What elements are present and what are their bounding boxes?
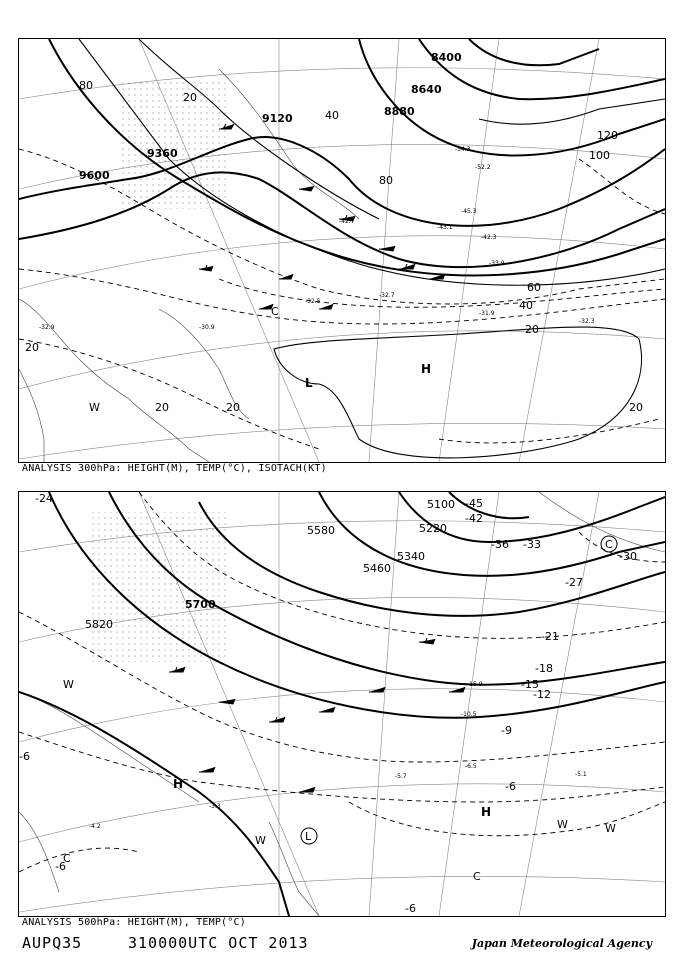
dewpoint-label-4: -4.2: [89, 823, 101, 830]
temp-label-36: -36: [491, 538, 509, 551]
height-label-8400: 8400: [431, 51, 462, 64]
height-label-8880: 8880: [384, 105, 415, 118]
map-300hpa: [19, 39, 665, 462]
height-label-5700: 5700: [185, 598, 216, 611]
temp-label-15: -15: [521, 678, 539, 691]
temp-label-1: -54.3: [455, 146, 471, 153]
height-label-9360: 9360: [147, 147, 178, 160]
temp-label-30: -30: [619, 550, 637, 563]
isotach-label-20b: 20: [525, 323, 539, 336]
terrain-hatching: [119, 79, 229, 209]
temp-label-45: -45: [465, 497, 483, 510]
temp-label-21: -21: [541, 630, 559, 643]
warm-center-3: W: [557, 818, 568, 831]
temp-label-4: -43.1: [437, 224, 453, 231]
low-pressure-center: L: [305, 830, 312, 843]
isotach-label-80b: 80: [79, 79, 93, 92]
height-label-8640: 8640: [411, 83, 442, 96]
dewpoint-label-3: -5.1: [575, 771, 587, 778]
high-pressure-center: H: [173, 777, 184, 791]
temp-label-6: -6: [505, 780, 516, 793]
isotach-label-20: 20: [183, 91, 197, 104]
warm-center: W: [63, 678, 74, 691]
temp-label-11: -32.9: [39, 324, 55, 331]
panel-500hpa-map: [18, 491, 666, 917]
temp-label-12: -12: [533, 688, 551, 701]
height-label-5220: 5220: [419, 522, 447, 535]
temp-label-18: -18: [535, 662, 553, 675]
height-label-5100: 5100: [427, 498, 455, 511]
dewpoint-label-2: -6.5: [465, 763, 477, 770]
temp-label-6c: -6: [55, 860, 66, 873]
isotach-label-40: 40: [325, 109, 339, 122]
cold-center-ne: C: [605, 538, 613, 551]
terrain-hatching: [89, 512, 229, 662]
isotach-label-40b: 40: [519, 299, 533, 312]
warm-center-4: W: [605, 822, 616, 835]
agency-name: Japan Meteorological Agency: [471, 937, 652, 950]
temp-label-8: -32.7: [379, 292, 395, 299]
temp-label-24: -24: [35, 492, 53, 505]
cold-center: C: [271, 305, 279, 318]
height-label-5460: 5460: [363, 562, 391, 575]
isotach-label-100: 100: [589, 149, 610, 162]
dewpoint-label-5: -3.3: [209, 803, 221, 810]
bulletin-id: AUPQ35: [22, 934, 83, 952]
isotach-label-20c: 20: [226, 401, 240, 414]
height-label-9600: 9600: [79, 169, 110, 182]
isotach-label-80: 80: [379, 174, 393, 187]
warm-center: W: [89, 401, 100, 414]
temp-label-3: -45.3: [461, 208, 477, 215]
dewpoint-label-6: -10.5: [461, 711, 477, 718]
temp-label-6d: -6: [405, 902, 416, 915]
caption-500hpa: ANALYSIS 500hPa: HEIGHT(M), TEMP(°C): [22, 917, 246, 928]
caption-300hpa: ANALYSIS 300hPa: HEIGHT(M), TEMP(°C), ISOTACH(KT): [22, 463, 327, 474]
temp-label-42: -42: [465, 512, 483, 525]
dewpoint-label-1: -5.7: [395, 773, 407, 780]
cold-center-2: C: [473, 870, 481, 883]
warm-center-2: W: [255, 834, 266, 847]
isotach-label-60: 60: [527, 281, 541, 294]
temp-label-33: -33: [523, 538, 541, 551]
low-pressure-center: L: [305, 376, 313, 390]
isotach-label-20e: 20: [155, 401, 169, 414]
temp-label-6: -42.3: [481, 234, 497, 241]
temp-label-9: -9: [501, 724, 512, 737]
temp-label-12: -30.9: [199, 324, 215, 331]
map-500hpa: [19, 492, 665, 916]
temp-label-7: -33.9: [489, 260, 505, 267]
temp-label-13: -32.5: [305, 298, 321, 305]
temp-label-27: -27: [565, 576, 583, 589]
high-pressure-center: H: [421, 362, 432, 376]
temp-label-9: -31.9: [479, 310, 495, 317]
isotach-label-20d: 20: [25, 341, 39, 354]
high-pressure-center-2: H: [481, 805, 492, 819]
temp-label-6b: -6: [19, 750, 30, 763]
isotach-label-20f: 20: [629, 401, 643, 414]
height-label-5580: 5580: [307, 524, 335, 537]
height-label-5820: 5820: [85, 618, 113, 631]
height-label-5340: 5340: [397, 550, 425, 563]
panel-300hpa-map: [18, 38, 666, 463]
height-label-9120: 9120: [262, 112, 293, 125]
dewpoint-label-7: -15.9: [467, 681, 483, 688]
cold-center: C: [63, 852, 71, 865]
isotach-label-120: 120: [597, 129, 618, 142]
valid-time: 310000UTC OCT 2013: [128, 934, 309, 952]
temp-label-10: -32.3: [579, 318, 595, 325]
temp-label-2: -52.2: [475, 164, 491, 171]
temp-label-5: -42.7: [339, 218, 355, 225]
